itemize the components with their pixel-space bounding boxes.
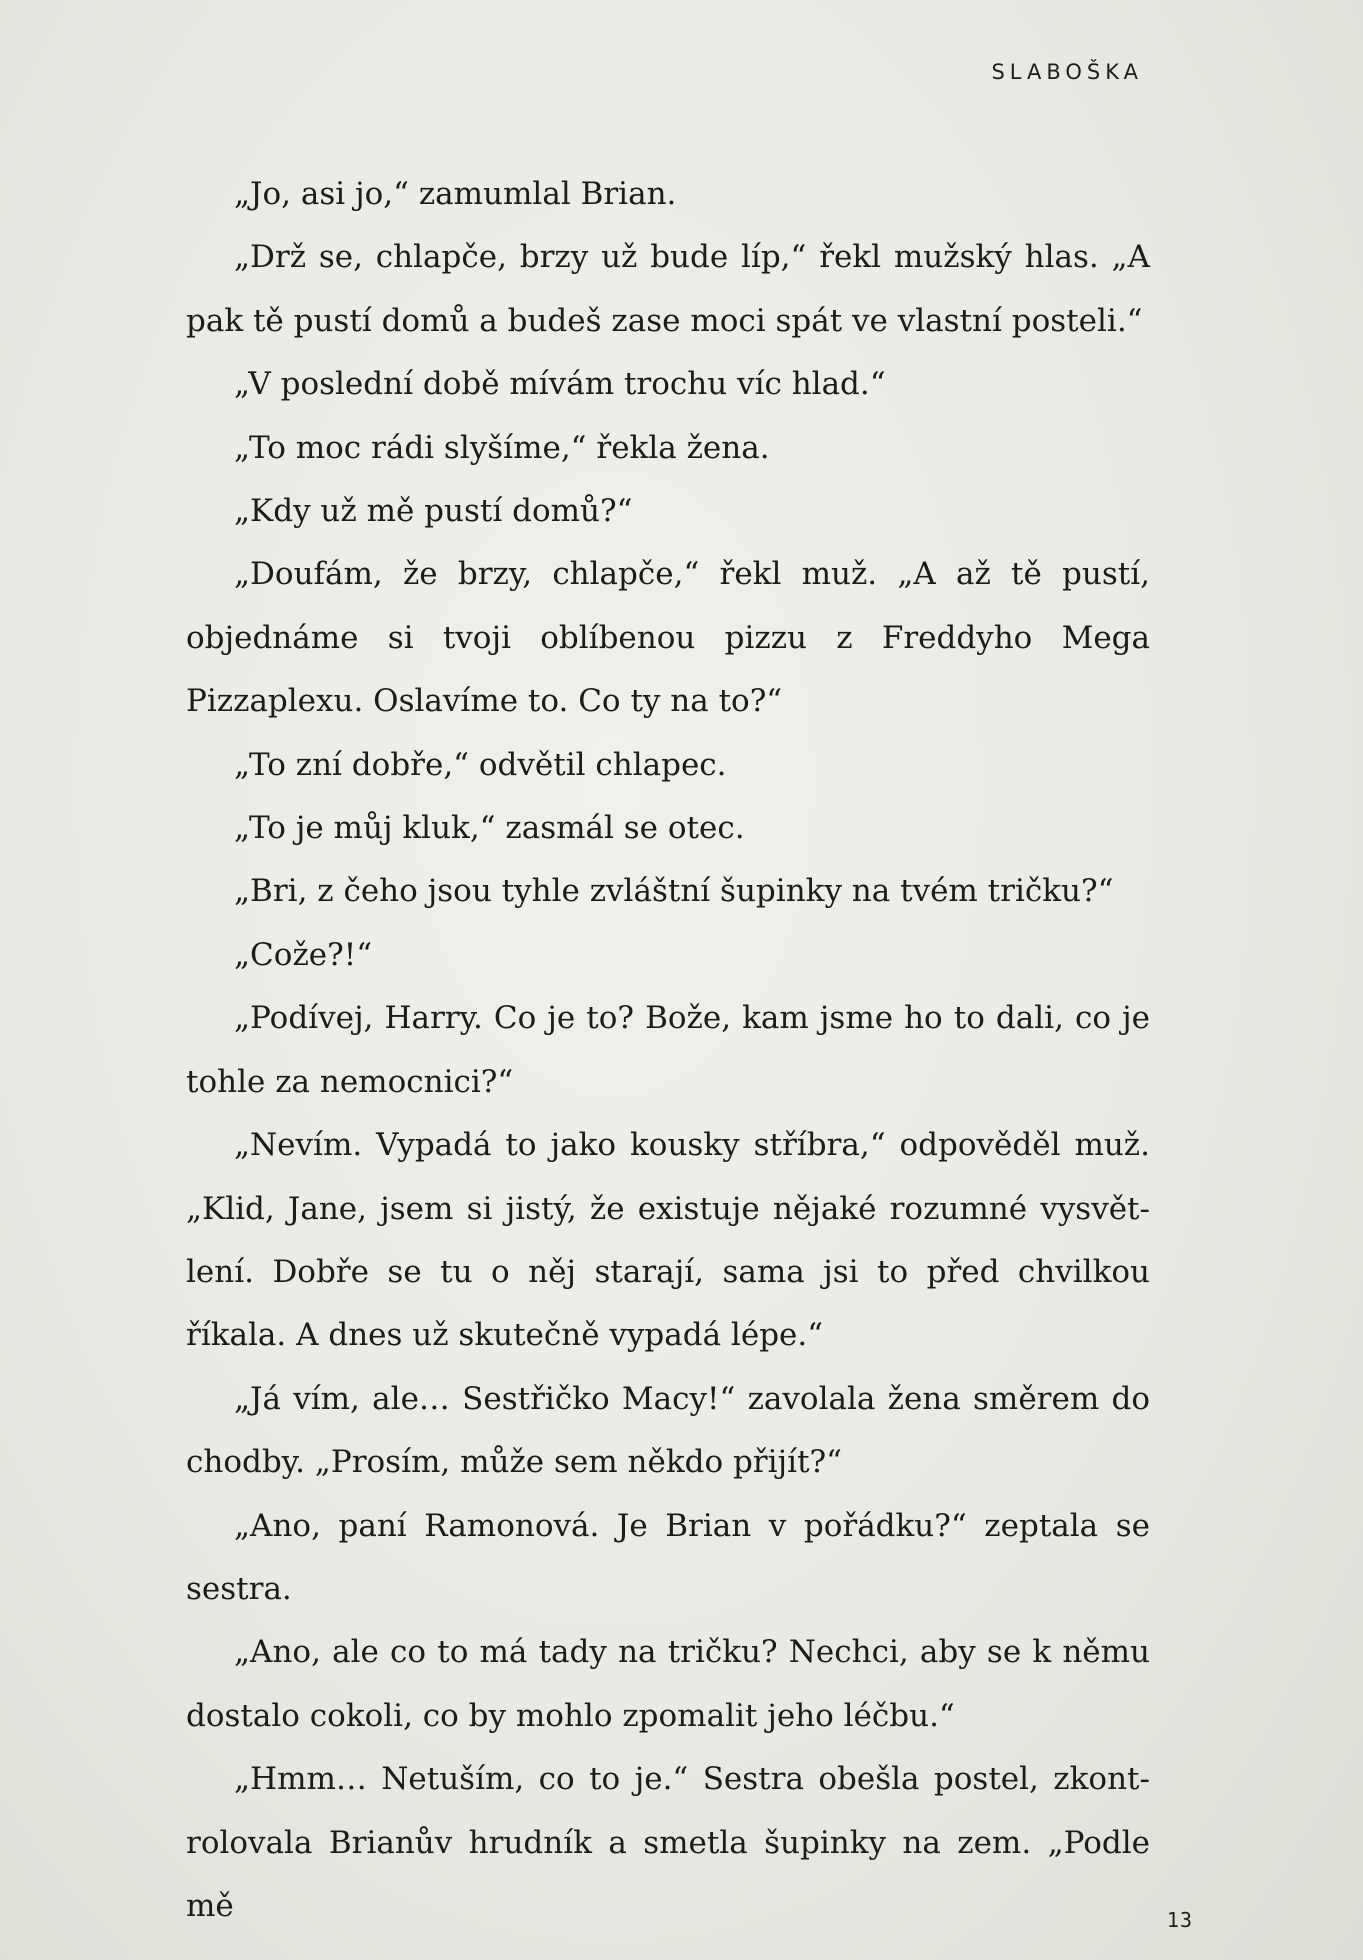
paragraph: „To je můj kluk,“ zasmál se otec. <box>234 810 745 847</box>
paragraph: „Ano, paní Ramonová. Je Brian v pořádku?“ zeptala se sestra. <box>186 1507 1150 1607</box>
paragraph: „Jo, asi jo,“ zamumlal Brian. <box>234 176 677 212</box>
paragraph: „To moc rádi slyšíme,“ řekla žena. <box>234 429 770 466</box>
paragraph: „Bri, z čeho jsou tyhle zvláštní šupinky na tvém tričku?“ <box>234 873 1114 910</box>
running-header: SLABOŠKA <box>991 60 1143 84</box>
paragraph: „Podívej, Harry. Co je to? Bože, kam jsme ho to dali, co je tohle za nemocnici?“ <box>186 1000 1150 1100</box>
paragraph: „Cože?!“ <box>234 936 373 973</box>
page-number: 13 <box>1166 1908 1193 1932</box>
paragraph: „Já vím, ale… Sestřičko Macy!“ zavolala žena směrem do chodby. „Prosím, může sem někdo přijít?“ <box>186 1380 1150 1481</box>
paragraph: „Nevím. Vypadá to jako kousky stříbra,“ odpověděl muž. „Klid, Jane, jsem si jistý, že existuje nějaké rozumné vysvětlení. Dobře se tu o něj starají, sama jsi to před chvilkou říkala. A dnes už skutečně vypadá lépe.“ <box>186 1127 1150 1354</box>
paragraph: „Kdy už mě pustí domů?“ <box>234 493 633 530</box>
paragraph: „To zní dobře,“ odvětil chlapec. <box>234 746 727 783</box>
paragraph: „Hmm… Netuším, co to je.“ Sestra obešla postel, zkontrolovala Brianův hrudník a smetla šupinky na zem. „Podle mě <box>186 1761 1150 1924</box>
body-text <box>186 163 1150 1938</box>
paragraph: „V poslední době mívám trochu víc hlad.“ <box>234 366 886 403</box>
paragraph: „Ano, ale co to má tady na tričku? Nechci, aby se k němu dostalo cokoli, co by mohlo zpomalit jeho léčbu.“ <box>186 1634 1150 1734</box>
paragraph: „Drž se, chlapče, brzy už bude líp,“ řekl mužský hlas. „A pak tě pustí domů a budeš zase moci spát ve vlastní posteli.“ <box>186 239 1150 339</box>
paragraph: „Doufám, že brzy, chlapče,“ řekl muž. „A až tě pustí, objednáme si tvoji oblíbenou pizzu z Freddyho Mega Pizzaplexu. Oslavíme to. Co ty na to?“ <box>186 556 1150 720</box>
